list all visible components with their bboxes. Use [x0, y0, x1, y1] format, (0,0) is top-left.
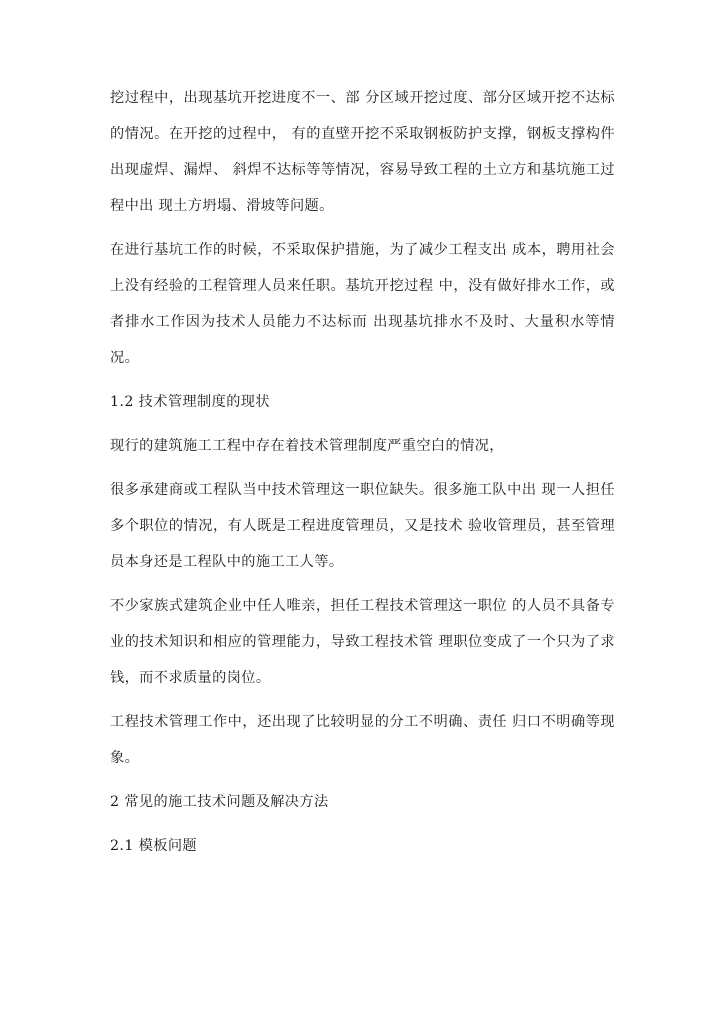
paragraph-excavation-issues: 挖过程中，出现基坑开挖进度不一、部 分区域开挖过度、部分区域开挖不达标的情况。在开挖的过程中， 有的直壁开挖不采取钢板防护支撑，钢板支撑构件出现虚焊、漏焊、 斜焊不达标等等情况，容易导致工程的土立方和基坑施工过程中出 现土方坍塌、滑坡等问题。: [110, 90, 615, 214]
paragraph-family-enterprises: 不少家族式建筑企业中任人唯亲，担任工程技术管理这一职位 的人员不具备专业的技术知识和相应的管理能力，导致工程技术管 理职位变成了一个只为了求钱，而不求质量的岗位。: [110, 598, 615, 686]
section-heading-1-2: 1.2 技术管理制度的现状: [110, 394, 270, 410]
section-heading-2: 2 常见的施工技术问题及解决方法: [110, 794, 329, 810]
paragraph-management-gap: 现行的建筑施工工程中存在着技术管理制度严重空白的情况，: [110, 438, 504, 454]
document-body: [110, 80, 615, 864]
paragraph-foundation-pit-work: 在进行基坑工作的时候，不采取保护措施，为了减少工程支出 成本，聘用社会上没有经验的工程管理人员来任职。基坑开挖过程 中，没有做好排水工作，或者排水工作因为技术人员能力不达标而 出现基坑排水不及时、大量积水等情况。: [110, 242, 615, 366]
paragraph-unclear-division: 工程技术管理工作中，还出现了比较明显的分工不明确、责任 归口不明确等现象。: [110, 714, 615, 766]
paragraph-missing-position: 很多承建商或工程队当中技术管理这一职位缺失。很多施工队中出 现一人担任多个职位的情况，有人既是工程进度管理员，又是技术 验收管理员，甚至管理员本身还是工程队中的施工工人等。: [110, 482, 615, 570]
section-heading-2-1: 2.1 模板问题: [110, 838, 198, 854]
